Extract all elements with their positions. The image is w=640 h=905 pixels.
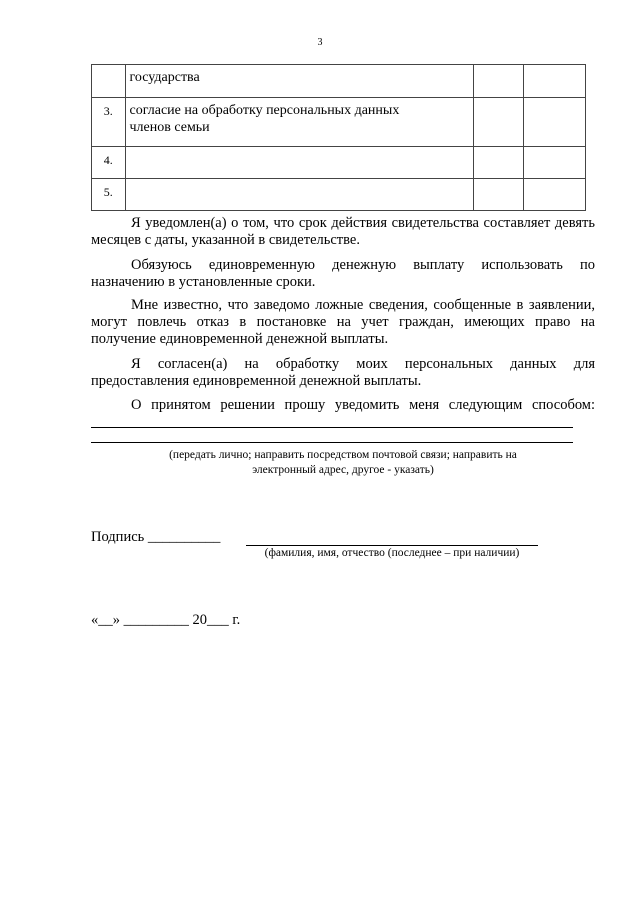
notification-text: О принятом решении прошу уведомить меня следующим способом:: [131, 397, 595, 413]
row-description: [125, 147, 474, 179]
row-description: [125, 98, 474, 147]
table-row: [92, 147, 586, 179]
paragraph-obligation: [91, 257, 595, 291]
row-number: [92, 65, 126, 98]
row-description-line: согласие на обработку персональных данных: [129, 103, 400, 118]
table-row: [92, 65, 586, 98]
row-cell-empty: [524, 98, 586, 147]
row-description: [125, 179, 474, 211]
notification-method: [91, 397, 595, 414]
fio-line[interactable]: [246, 545, 538, 546]
notification-hint: [91, 448, 595, 478]
row-cell-empty: [474, 147, 524, 179]
paragraph-false-info: [91, 297, 595, 348]
page-number: 3: [317, 37, 323, 48]
items-table: [91, 64, 586, 211]
row-cell-empty: [474, 179, 524, 211]
row-cell-empty: [524, 147, 586, 179]
row-number: 3.: [92, 98, 126, 147]
paragraph-text: Я уведомлен(а) о том, что срок действия свидетельства составляет девять месяцев с даты, указанной в свидетельстве.: [91, 215, 595, 248]
date-field: «__» _________ 20___ г.: [91, 612, 241, 628]
paragraph-text: Я согласен(а) на обработку моих персональных данных для предоставления единовременной денежной выплаты.: [91, 356, 595, 389]
row-number: 5.: [92, 179, 126, 211]
paragraph-validity: [91, 215, 595, 249]
row-description: [125, 65, 474, 98]
fio-hint: (фамилия, имя, отчество (последнее – при наличии): [264, 547, 520, 559]
paragraph-text: Обязуюсь единовременную денежную выплату использовать по назначению в установленные сроки.: [91, 257, 595, 290]
notification-answer-line-2[interactable]: [91, 442, 573, 443]
notification-hint-line: (передать лично; направить посредством почтовой связи; направить на: [169, 449, 517, 461]
row-cell-empty: [524, 65, 586, 98]
row-cell-empty: [474, 98, 524, 147]
signature-label: Подпись __________: [91, 529, 221, 545]
notification-hint-line: электронный адрес, другое - указать): [252, 464, 434, 476]
table-row: [92, 98, 586, 147]
paragraph-text: Мне известно, что заведомо ложные сведения, сообщенные в заявлении, могут повлечь отказ в постановке на учет граждан, имеющих право на получение единовременной денежной выплаты.: [91, 297, 595, 347]
table-row: [92, 179, 586, 211]
row-cell-empty: [474, 65, 524, 98]
notification-answer-line-1[interactable]: [91, 427, 573, 428]
row-description-line: членов семьи: [129, 120, 210, 135]
row-cell-empty: [524, 179, 586, 211]
paragraph-consent: [91, 356, 595, 390]
row-number: 4.: [92, 147, 126, 179]
row-description-line: государства: [129, 70, 200, 85]
